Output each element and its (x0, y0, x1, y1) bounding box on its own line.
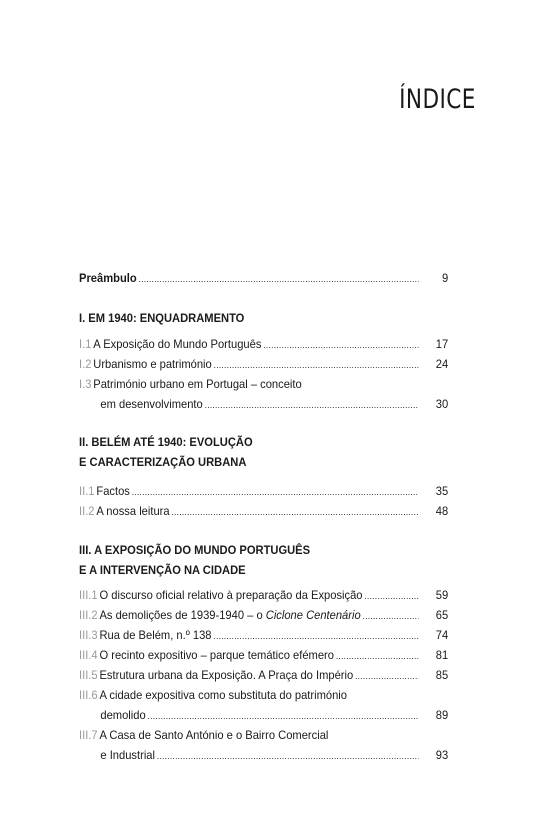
toc-entry-label: Rua de Belém, n.º 138 (99, 628, 212, 642)
toc-entry-label: A nossa leitura (96, 504, 170, 518)
dot-leader (171, 505, 418, 519)
toc-entry-iii-7[interactable] (79, 728, 448, 763)
toc-entry-iii-5[interactable] (79, 668, 448, 683)
page-number: 81 (435, 648, 449, 662)
toc-entry-i-2[interactable] (79, 357, 448, 372)
toc-entry-label: A Exposição do Mundo Português (93, 337, 262, 351)
page-number: 17 (435, 337, 449, 351)
toc-entry-label-continued: e Industrial (100, 748, 155, 762)
dot-leader (336, 649, 419, 663)
toc-entry-label: O recinto expositivo – parque temático efémero (99, 648, 334, 662)
toc-entry-iii-2[interactable] (79, 608, 448, 623)
toc-entry-label: A cidade expositiva como substituta do património (99, 688, 347, 702)
entry-number: III.3 (79, 628, 98, 642)
dot-leader (263, 338, 418, 352)
toc-entry-i-1[interactable] (79, 337, 448, 352)
page-number: 9 (441, 271, 449, 285)
entry-number: II.2 (79, 504, 95, 518)
dot-leader (213, 629, 418, 643)
page-number: 85 (435, 668, 449, 682)
page-number: 93 (435, 748, 449, 762)
section-heading-line: II. BELÉM ATÉ 1940: EVOLUÇÃO (79, 435, 253, 449)
dot-leader (364, 589, 418, 603)
entry-number: III.6 (79, 688, 98, 702)
section-heading-1: I. EM 1940: ENQUADRAMENTO (79, 311, 245, 325)
page-number: 48 (435, 504, 449, 518)
dot-leader (355, 669, 418, 683)
section-heading-line: III. A EXPOSIÇÃO DO MUNDO PORTUGUÊS (79, 543, 311, 557)
dot-leader (363, 609, 419, 623)
toc-entry-ii-2[interactable] (79, 504, 448, 519)
toc-entry-label: O discurso oficial relativo à preparação da Exposição (99, 588, 363, 602)
toc-entry-label: Preâmbulo (79, 271, 137, 285)
entry-number: II.1 (79, 484, 95, 498)
dot-leader (157, 749, 419, 763)
entry-number: I.1 (79, 337, 92, 351)
page-number: 35 (435, 484, 449, 498)
entry-number: III.1 (79, 588, 98, 602)
entry-number: III.4 (79, 648, 98, 662)
toc-entry-label-continued: demolido (100, 708, 146, 722)
toc-entry-iii-6[interactable] (79, 688, 448, 723)
dot-leader (148, 709, 419, 723)
entry-number: III.5 (79, 668, 98, 682)
section-heading-line: E A INTERVENÇÃO NA CIDADE (79, 563, 246, 577)
toc-entry-label: Património urbano em Portugal – conceito (93, 377, 302, 391)
page-number: 65 (435, 608, 449, 622)
page-number: 30 (435, 397, 449, 411)
toc-entry-iii-4[interactable] (79, 648, 448, 663)
toc-entry-ii-1[interactable] (79, 484, 448, 499)
toc-entry-iii-1[interactable] (79, 588, 448, 603)
toc-entry-label: Estrutura urbana da Exposição. A Praça do Império (99, 668, 354, 682)
entry-number: I.3 (79, 377, 92, 391)
toc-entry-preambulo[interactable] (79, 271, 448, 286)
page-number: 24 (435, 357, 449, 371)
section-heading-line: E CARACTERIZAÇÃO URBANA (79, 455, 247, 469)
page-number: 89 (435, 708, 449, 722)
dot-leader (139, 272, 419, 286)
toc-entry-label-italic: Ciclone Centenário (265, 608, 361, 622)
entry-number: III.2 (79, 608, 98, 622)
toc-entry-label: Factos (96, 484, 130, 498)
toc-entry-i-3[interactable] (79, 377, 448, 412)
toc-entry-label: Urbanismo e património (93, 357, 212, 371)
page-number: 74 (435, 628, 449, 642)
entry-number: III.7 (79, 728, 98, 742)
page-title: ÍNDICE (399, 84, 476, 115)
section-heading-3 (79, 543, 448, 577)
entry-number: I.2 (79, 357, 92, 371)
toc-entry-iii-3[interactable] (79, 628, 448, 643)
dot-leader (132, 485, 419, 499)
section-heading-2 (79, 435, 448, 469)
toc-entry-label-continued: em desenvolvimento (100, 397, 203, 411)
dot-leader (214, 358, 419, 372)
dot-leader (205, 398, 419, 412)
toc-entry-label: A Casa de Santo António e o Bairro Comercial (99, 728, 329, 742)
page-number: 59 (435, 588, 449, 602)
toc-entry-label: As demolições de 1939-1940 – o (99, 608, 266, 622)
